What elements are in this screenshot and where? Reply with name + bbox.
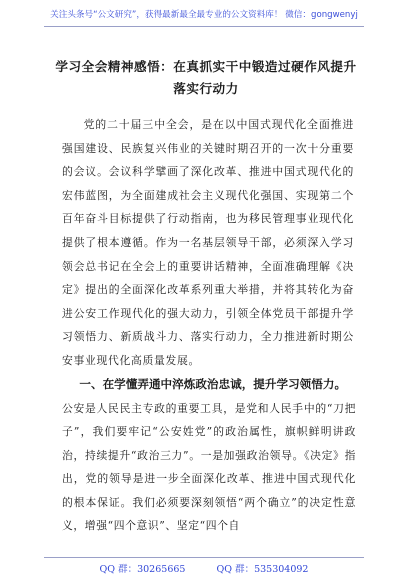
footer-divider [44,557,364,558]
footer-qq-group-2: QQ 群：535304092 [216,564,309,575]
header-divider [44,26,364,27]
document-title: 学习全会精神感悟：在真抓实干中锻造过硬作风提升落实行动力 [55,59,357,96]
document-body-section [62,397,356,537]
document-body [62,113,354,373]
footer [0,561,408,575]
paragraph-intro: 党的二十届三中全会，是在以中国式现代化全面推进强国建设、民族复兴伟业的关键时期召开的一次十分重要的会议。会议科学擘画了深化改革、推进中国式现代化的宏伟蓝图，为全面建成社会主义现代化强国、实现第二个百年奋斗目标提供了行动指南，也为移民管理事业现代化提供了根本遵循。作为一名基层领导干部，必须深入学习领会总书记在全会上的重要讲话精神，全面准确理解《决定》提出的全面深化改革系列重大举措，并将其转化为奋进公安工作现代化的强大动力，引领全体党员干部提升学习领悟力、新质战斗力、落实行动力，全力推进新时期公安事业现代化高质量发展。 [62,118,354,367]
header-note: 关注头条号“公文研究”，获得最新最全最专业的公文资料库！ 微信：gongwenyj [50,10,358,20]
section-heading: 一、在学懂弄通中淬炼政治忠诚，提升学习领悟力。 [79,377,347,391]
paragraph-section-one: 公安是人民民主专政的重要工具，是党和人民手中的“刀把子”，我们要牢记“公安姓党”的政治属性，旗帜鲜明讲政治，持续提升“政治三力”。一是加强政治领导。《决定》指出，党的领导是进一步全面深化改革、推进中国式现代化的根本保证。我们必须要深刻领悟“两个确立”的决定性意义，增强“四个意识”、坚定“四个自 [62,402,356,533]
footer-qq-group-1: QQ 群：30265665 [99,564,186,575]
